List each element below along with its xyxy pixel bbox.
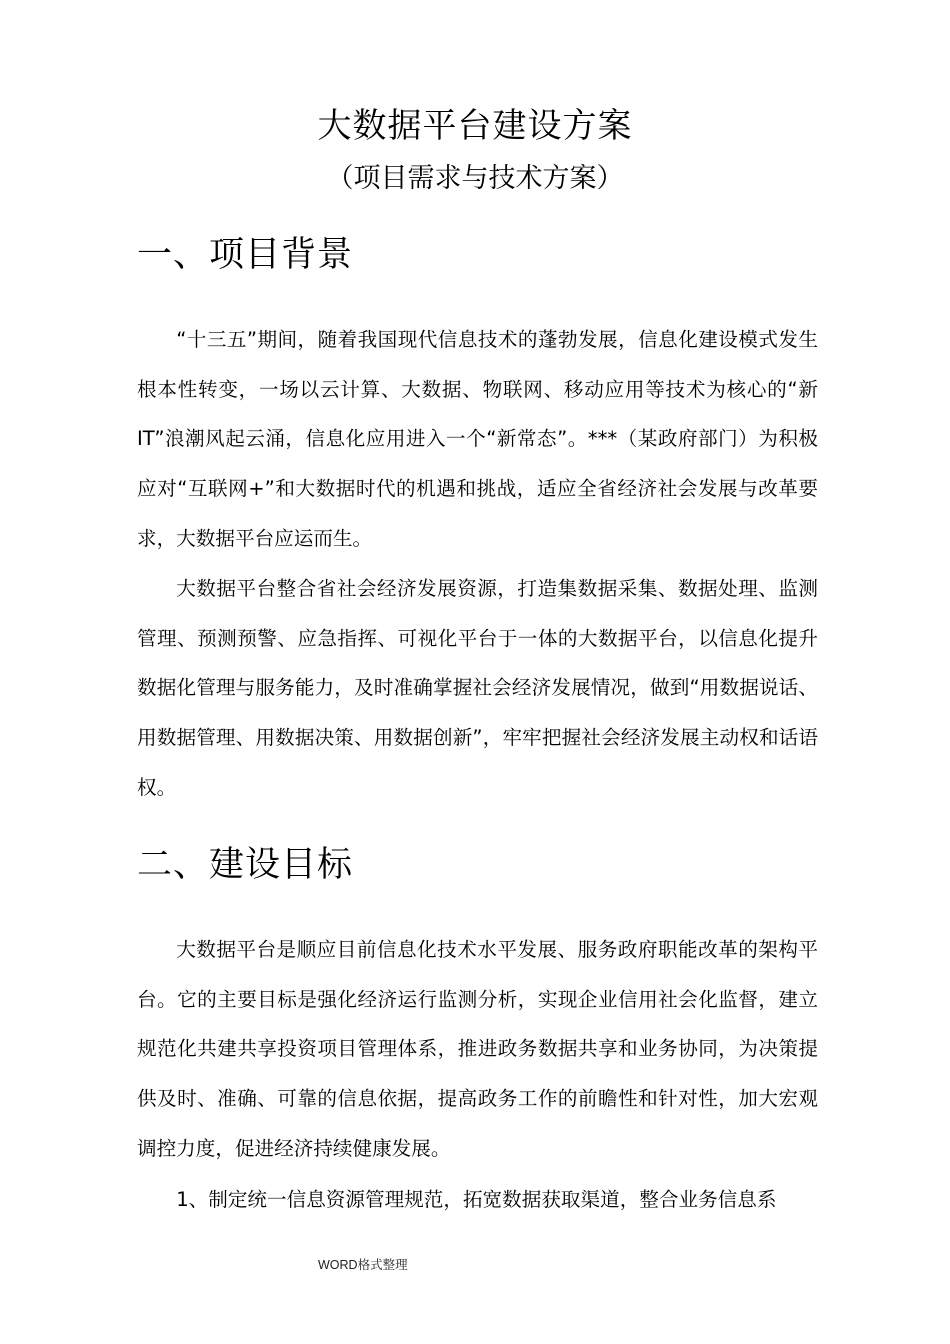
document-subtitle: （项目需求与技术方案） xyxy=(326,163,624,194)
paragraph-goals-2: 1、制定统一信息资源管理规范，拓宽数据获取渠道，整合业务信息系 xyxy=(176,1188,777,1211)
paragraph-background-1: “十三五”期间，随着我国现代信息技术的蓬勃发展，信息化建设模式发生根本性转变，一场以云计算、大数据、物联网、移动应用等技术为核心的“新IT”浪潮风起云涌，信息化应用进入一个“新常态”。***（某政府部门）为积极应对“互联网+”和大数据时代的机遇和挑战，适应全省经济社会发展与改革要求，大数据平台应运而生。 xyxy=(137,328,818,550)
paragraph-background-2: 大数据平台整合省社会经济发展资源，打造集数据采集、数据处理、监测管理、预测预警、应急指挥、可视化平台于一体的大数据平台，以信息化提升数据化管理与服务能力，及时准确掌握社会经济发展情况，做到“用数据说话、用数据管理、用数据决策、用数据创新”，牢牢把握社会经济发展主动权和话语权。 xyxy=(137,577,818,799)
document-title: 大数据平台建设方案 xyxy=(317,106,633,146)
section-heading-background: 一、项目背景 xyxy=(137,235,354,275)
section-heading-goals: 二、建设目标 xyxy=(137,845,354,885)
paragraph-goals-1: 大数据平台是顺应目前信息化技术水平发展、服务政府职能改革的架构平台。它的主要目标是强化经济运行监测分析，实现企业信用社会化监督，建立规范化共建共享投资项目管理体系，推进政务数据共享和业务协同，为决策提供及时、准确、可靠的信息依据，提高政务工作的前瞻性和针对性，加大宏观调控力度，促进经济持续健康发展。 xyxy=(137,938,818,1160)
page-footer: WORD格式整理 xyxy=(318,1258,408,1272)
